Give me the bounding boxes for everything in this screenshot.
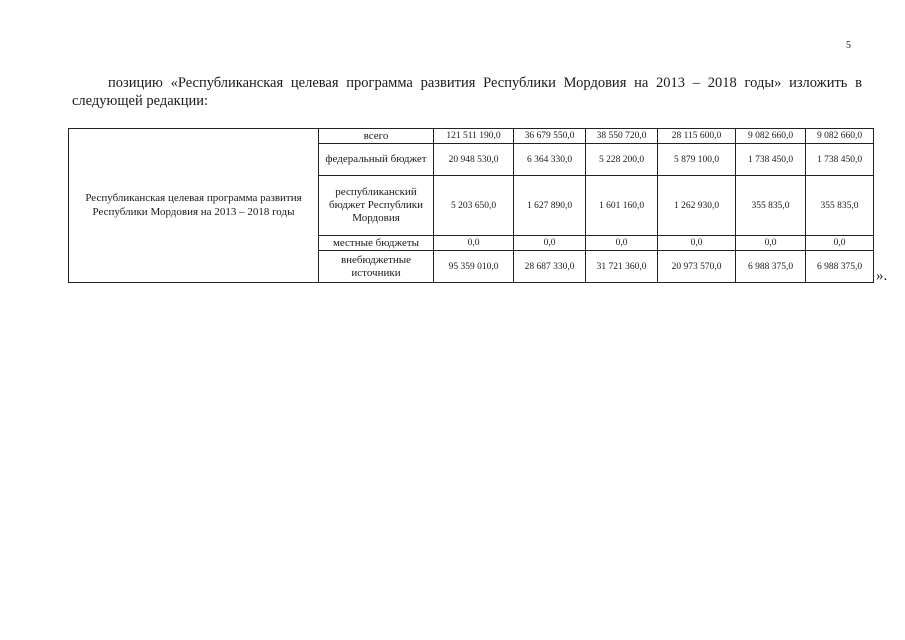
value-cell: 28 115 600,0 [658, 129, 736, 144]
value-cell: 0,0 [586, 236, 658, 251]
value-cell: 20 973 570,0 [658, 251, 736, 283]
value-cell: 1 601 160,0 [586, 176, 658, 236]
value-cell: 0,0 [658, 236, 736, 251]
budget-table [68, 128, 874, 283]
intro-paragraph: позицию «Республиканская целевая программа развития Республики Мордовия на 2013 – 2018 годы» изложить в следующей редакции: [72, 75, 862, 109]
value-cell: 1 738 450,0 [806, 144, 874, 176]
value-cell: 1 262 930,0 [658, 176, 736, 236]
value-cell: 0,0 [434, 236, 514, 251]
value-cell: 5 203 650,0 [434, 176, 514, 236]
value-cell: 355 835,0 [806, 176, 874, 236]
value-cell: 6 988 375,0 [806, 251, 874, 283]
source-cell: федеральный бюджет [319, 144, 434, 176]
value-cell: 1 627 890,0 [514, 176, 586, 236]
value-cell: 5 879 100,0 [658, 144, 736, 176]
program-name-cell: Республиканская целевая программа развития Республики Мордовия на 2013 – 2018 годы [69, 129, 319, 283]
page-number: 5 [846, 40, 851, 51]
value-cell: 6 364 330,0 [514, 144, 586, 176]
value-cell: 95 359 010,0 [434, 251, 514, 283]
table-row [69, 129, 874, 144]
value-cell: 121 511 190,0 [434, 129, 514, 144]
source-cell: местные бюджеты [319, 236, 434, 251]
value-cell: 6 988 375,0 [736, 251, 806, 283]
value-cell: 36 679 550,0 [514, 129, 586, 144]
value-cell: 0,0 [736, 236, 806, 251]
closing-quote: ». [876, 268, 888, 284]
source-cell: республиканский бюджет Республики Мордовия [319, 176, 434, 236]
value-cell: 9 082 660,0 [736, 129, 806, 144]
source-cell: внебюджетные источники [319, 251, 434, 283]
value-cell: 0,0 [514, 236, 586, 251]
value-cell: 5 228 200,0 [586, 144, 658, 176]
value-cell: 0,0 [806, 236, 874, 251]
value-cell: 355 835,0 [736, 176, 806, 236]
value-cell: 38 550 720,0 [586, 129, 658, 144]
value-cell: 1 738 450,0 [736, 144, 806, 176]
value-cell: 31 721 360,0 [586, 251, 658, 283]
value-cell: 20 948 530,0 [434, 144, 514, 176]
value-cell: 28 687 330,0 [514, 251, 586, 283]
value-cell: 9 082 660,0 [806, 129, 874, 144]
source-cell: всего [319, 129, 434, 144]
